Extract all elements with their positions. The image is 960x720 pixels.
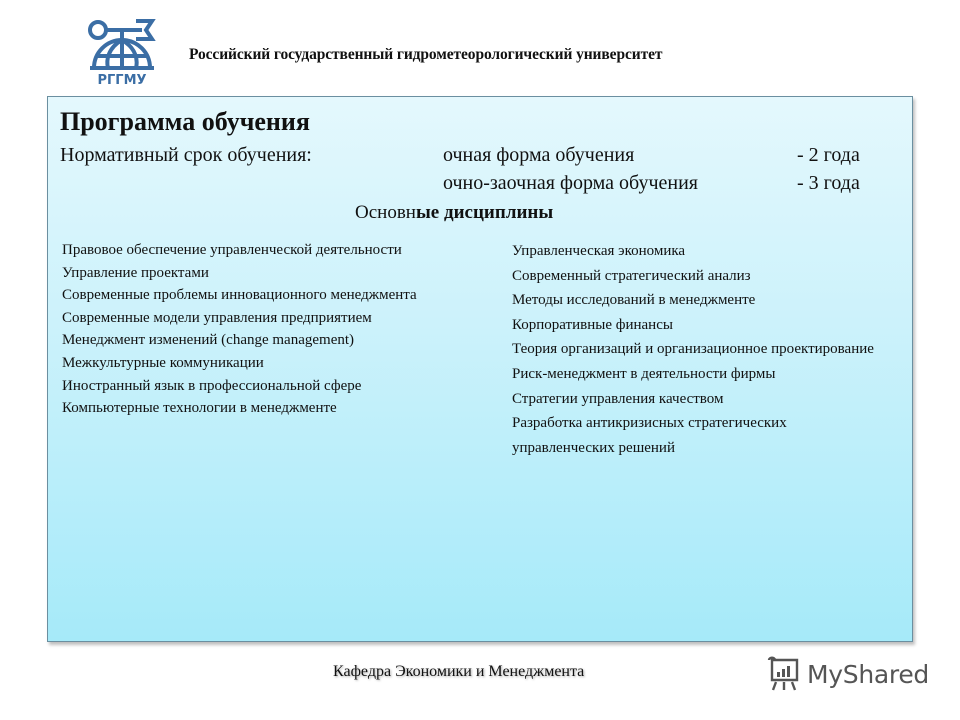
discipline-item: Управленческая экономика <box>512 243 686 259</box>
disciplines-right-list <box>512 239 892 460</box>
discipline-item: Риск-менеджмент в деятельности фирмы <box>512 365 776 382</box>
department-footer: Кафедра Экономики и Менеджмента <box>333 663 585 680</box>
discipline-item: Управление проектами <box>62 264 209 281</box>
university-logo-icon <box>86 16 162 86</box>
discipline-item: Современный стратегический анализ <box>512 267 751 284</box>
discipline-item: Правовое обеспечение управленческой деятельности <box>62 242 402 258</box>
discipline-item: Теория организаций и организационное проектирование <box>512 341 874 358</box>
study-form-duration: - 2 года <box>797 144 860 166</box>
discipline-item: Разработка антикризисных стратегических управленческих решений <box>512 415 787 456</box>
disciplines-heading: Основные дисциплины <box>355 202 554 223</box>
norm-duration-label: Нормативный срок обучения: <box>60 144 312 166</box>
myshared-watermark[interactable] <box>767 654 929 694</box>
university-name: Российский государственный гидрометеорологический университет <box>189 46 663 63</box>
program-box <box>47 96 913 642</box>
program-title: Программа обучения <box>60 107 310 136</box>
discipline-item: Современные модели управления предприятием <box>62 309 372 326</box>
discipline-item: Межкультурные коммуникации <box>62 354 264 371</box>
study-form-name: очная форма обучения <box>443 144 635 166</box>
discipline-item: Компьютерные технологии в менеджменте <box>62 400 337 417</box>
discipline-item: Современные проблемы инновационного менеджмента <box>62 287 417 304</box>
myshared-label: MyShared <box>807 659 929 689</box>
study-form-duration: - 3 года <box>797 172 860 194</box>
disciplines-left-list <box>62 239 442 420</box>
discipline-item: Менеджмент изменений (change management) <box>62 332 355 349</box>
presentation-board-icon <box>767 656 801 692</box>
study-form-full-time <box>443 144 860 167</box>
study-form-part-time <box>443 172 860 195</box>
discipline-item: Методы исследований в менеджменте <box>512 292 756 309</box>
discipline-item: Корпоративные финансы <box>512 316 673 333</box>
study-form-name: очно-заочная форма обучения <box>443 172 699 194</box>
svg-text:РГГМУ: РГГМУ <box>97 73 147 86</box>
discipline-item: Иностранный язык в профессиональной сфере <box>62 377 362 394</box>
discipline-item: Стратегии управления качеством <box>512 390 724 407</box>
